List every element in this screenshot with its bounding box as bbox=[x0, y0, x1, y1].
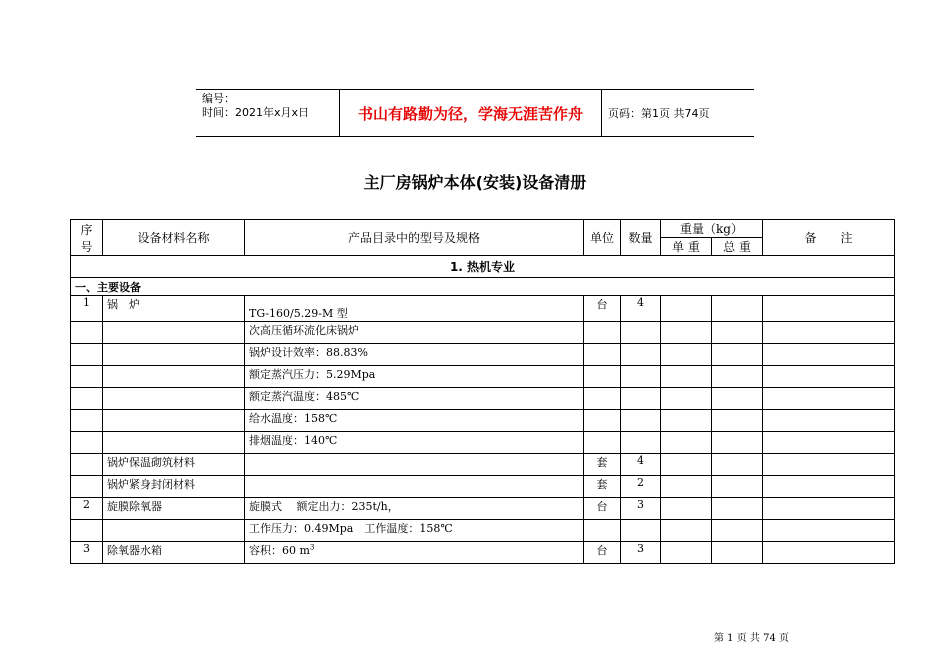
cell-spec-text: 次高压循环流化床锅炉 bbox=[249, 324, 359, 337]
cell-name bbox=[103, 410, 245, 432]
cell-unit-weight bbox=[661, 542, 712, 564]
cell-unit bbox=[584, 520, 621, 542]
cell-spec bbox=[245, 388, 584, 410]
cell-qty bbox=[621, 296, 661, 322]
cell-name bbox=[103, 498, 245, 520]
cell-seq bbox=[71, 498, 103, 520]
cell-spec-text: 给水温度：158℃ bbox=[249, 412, 338, 425]
col-unit-weight-header: 单 重 bbox=[661, 238, 712, 256]
cell-qty bbox=[621, 388, 661, 410]
cell-total-weight bbox=[712, 432, 763, 454]
cell-unit bbox=[584, 542, 621, 564]
cell-name bbox=[103, 388, 245, 410]
col-qty-header: 数量 bbox=[621, 220, 661, 256]
cell-qty bbox=[621, 366, 661, 388]
cell-name bbox=[103, 542, 245, 564]
section-title: 1. 热机专业 bbox=[71, 256, 895, 278]
cell-spec bbox=[245, 542, 584, 564]
col-seq-header: 序号 bbox=[71, 220, 103, 256]
cell-unit bbox=[584, 476, 621, 498]
cell-seq bbox=[71, 432, 103, 454]
cell-name bbox=[103, 432, 245, 454]
cell-remark bbox=[763, 344, 895, 366]
cell-unit-text: 套 bbox=[596, 456, 608, 469]
subsection-row bbox=[71, 278, 895, 296]
col-unit-header: 单位 bbox=[584, 220, 621, 256]
cell-total-weight bbox=[712, 498, 763, 520]
cell-name bbox=[103, 322, 245, 344]
table-row bbox=[71, 366, 895, 388]
number-label: 编号： bbox=[202, 92, 235, 105]
cell-unit-weight bbox=[661, 410, 712, 432]
table-row bbox=[71, 322, 895, 344]
cell-spec bbox=[245, 498, 584, 520]
cell-seq-text: 1 bbox=[83, 296, 90, 309]
cell-qty bbox=[621, 476, 661, 498]
table-row bbox=[71, 388, 895, 410]
section-row bbox=[71, 256, 895, 278]
cell-spec-text: 排烟温度：140℃ bbox=[249, 434, 338, 447]
cell-unit-weight bbox=[661, 476, 712, 498]
cell-seq bbox=[71, 520, 103, 542]
cell-qty bbox=[621, 520, 661, 542]
cell-name-text: 锅炉保温砌筑材料 bbox=[107, 456, 195, 469]
cell-spec bbox=[245, 432, 584, 454]
cell-unit bbox=[584, 366, 621, 388]
table-header-row-1 bbox=[71, 220, 895, 238]
cell-total-weight bbox=[712, 542, 763, 564]
table-row bbox=[71, 410, 895, 432]
table-row bbox=[71, 476, 895, 498]
cell-unit bbox=[584, 344, 621, 366]
cell-unit bbox=[584, 388, 621, 410]
cell-spec bbox=[245, 366, 584, 388]
unit-superscript: 3 bbox=[309, 543, 315, 552]
cell-total-weight bbox=[712, 344, 763, 366]
cell-seq bbox=[71, 388, 103, 410]
cell-spec bbox=[245, 520, 584, 542]
table-row bbox=[71, 520, 895, 542]
col-remark-header: 备 注 bbox=[763, 220, 895, 256]
cell-seq bbox=[71, 366, 103, 388]
cell-remark bbox=[763, 542, 895, 564]
cell-qty bbox=[621, 344, 661, 366]
cell-qty bbox=[621, 498, 661, 520]
cell-unit-weight bbox=[661, 454, 712, 476]
cell-unit bbox=[584, 410, 621, 432]
cell-remark bbox=[763, 322, 895, 344]
table-row bbox=[71, 454, 895, 476]
cell-qty bbox=[621, 322, 661, 344]
cell-seq bbox=[71, 454, 103, 476]
cell-name-text: 除氧器水箱 bbox=[107, 544, 162, 557]
cell-spec-text: TG-160/5.29-M 型 bbox=[249, 307, 348, 320]
cell-qty bbox=[621, 410, 661, 432]
cell-total-weight bbox=[712, 410, 763, 432]
cell-spec bbox=[245, 296, 584, 322]
cell-remark bbox=[763, 388, 895, 410]
cell-unit-weight bbox=[661, 322, 712, 344]
cell-seq bbox=[71, 296, 103, 322]
cell-unit-text: 台 bbox=[596, 544, 608, 557]
cell-unit bbox=[584, 454, 621, 476]
cell-unit-text: 套 bbox=[596, 478, 608, 491]
cell-name bbox=[103, 454, 245, 476]
cell-remark bbox=[763, 476, 895, 498]
table-row bbox=[71, 498, 895, 520]
cell-unit-weight bbox=[661, 344, 712, 366]
cell-unit bbox=[584, 296, 621, 322]
cell-unit bbox=[584, 322, 621, 344]
table-row bbox=[71, 344, 895, 366]
col-name-header: 设备材料名称 bbox=[103, 220, 245, 256]
cell-unit bbox=[584, 432, 621, 454]
cell-spec bbox=[245, 344, 584, 366]
cell-name bbox=[103, 344, 245, 366]
time-label: 时间：2021年x月x日 bbox=[202, 106, 310, 119]
cell-total-weight bbox=[712, 296, 763, 322]
header-slogan: 书山有路勤为径，学海无涯苦作舟 bbox=[340, 90, 602, 136]
cell-qty-text: 3 bbox=[637, 542, 644, 555]
cell-unit-weight bbox=[661, 520, 712, 542]
cell-seq-text: 2 bbox=[83, 498, 90, 511]
cell-name bbox=[103, 366, 245, 388]
cell-remark bbox=[763, 498, 895, 520]
cell-spec-text: 旋膜式 额定出力：235t/h， bbox=[249, 500, 399, 513]
col-weight-header: 重量（kg） bbox=[661, 220, 763, 238]
cell-qty-text: 4 bbox=[637, 296, 644, 309]
cell-name-text: 锅炉紧身封闭材料 bbox=[107, 478, 195, 491]
cell-spec bbox=[245, 476, 584, 498]
cell-seq bbox=[71, 542, 103, 564]
cell-unit-text: 台 bbox=[596, 500, 608, 513]
table-row bbox=[71, 296, 895, 322]
cell-remark bbox=[763, 432, 895, 454]
equipment-table bbox=[70, 219, 895, 564]
cell-spec bbox=[245, 322, 584, 344]
cell-name-text: 锅 炉 bbox=[107, 298, 140, 311]
subsection-title: 一、主要设备 bbox=[71, 278, 895, 296]
cell-total-weight bbox=[712, 388, 763, 410]
cell-name-text: 旋膜除氧器 bbox=[107, 500, 162, 513]
cell-qty-text: 2 bbox=[637, 476, 644, 489]
cell-seq bbox=[71, 410, 103, 432]
header-page-label: 页码：第1页 共74页 bbox=[608, 107, 710, 120]
cell-spec-text: 锅炉设计效率：88.83% bbox=[249, 346, 368, 359]
cell-unit-weight bbox=[661, 498, 712, 520]
cell-qty bbox=[621, 542, 661, 564]
cell-unit-text: 台 bbox=[596, 298, 608, 311]
cell-remark bbox=[763, 454, 895, 476]
page-footer: 第 1 页 共 74 页 bbox=[714, 633, 789, 644]
cell-seq-text: 3 bbox=[83, 542, 90, 555]
cell-total-weight bbox=[712, 520, 763, 542]
cell-qty bbox=[621, 432, 661, 454]
cell-qty-text: 3 bbox=[637, 498, 644, 511]
cell-remark bbox=[763, 410, 895, 432]
col-spec-header: 产品目录中的型号及规格 bbox=[245, 220, 584, 256]
cell-unit-weight bbox=[661, 432, 712, 454]
cell-qty-text: 4 bbox=[637, 454, 644, 467]
cell-seq bbox=[71, 344, 103, 366]
cell-spec bbox=[245, 410, 584, 432]
page-title: 主厂房锅炉本体(安装)设备清册 bbox=[363, 173, 587, 192]
table-row bbox=[71, 432, 895, 454]
document-header bbox=[196, 89, 754, 137]
cell-total-weight bbox=[712, 476, 763, 498]
cell-unit-weight bbox=[661, 366, 712, 388]
cell-name bbox=[103, 520, 245, 542]
cell-qty bbox=[621, 454, 661, 476]
cell-seq bbox=[71, 322, 103, 344]
cell-name bbox=[103, 476, 245, 498]
cell-spec bbox=[245, 454, 584, 476]
cell-seq bbox=[71, 476, 103, 498]
cell-total-weight bbox=[712, 322, 763, 344]
cell-remark bbox=[763, 366, 895, 388]
cell-unit-weight bbox=[661, 388, 712, 410]
cell-unit bbox=[584, 498, 621, 520]
cell-spec-text: 工作压力：0.49Mpa 工作温度：158℃ bbox=[249, 522, 453, 535]
cell-total-weight bbox=[712, 454, 763, 476]
cell-total-weight bbox=[712, 366, 763, 388]
cell-spec-text: 额定蒸汽温度：485℃ bbox=[249, 390, 360, 403]
cell-unit-weight bbox=[661, 296, 712, 322]
cell-remark bbox=[763, 296, 895, 322]
cell-spec-text: 容积：60 m bbox=[249, 544, 310, 557]
header-meta bbox=[196, 90, 340, 136]
table-row bbox=[71, 542, 895, 564]
cell-name bbox=[103, 296, 245, 322]
cell-remark bbox=[763, 520, 895, 542]
col-total-weight-header: 总 重 bbox=[712, 238, 763, 256]
cell-spec-text: 额定蒸汽压力：5.29Mpa bbox=[249, 368, 376, 381]
